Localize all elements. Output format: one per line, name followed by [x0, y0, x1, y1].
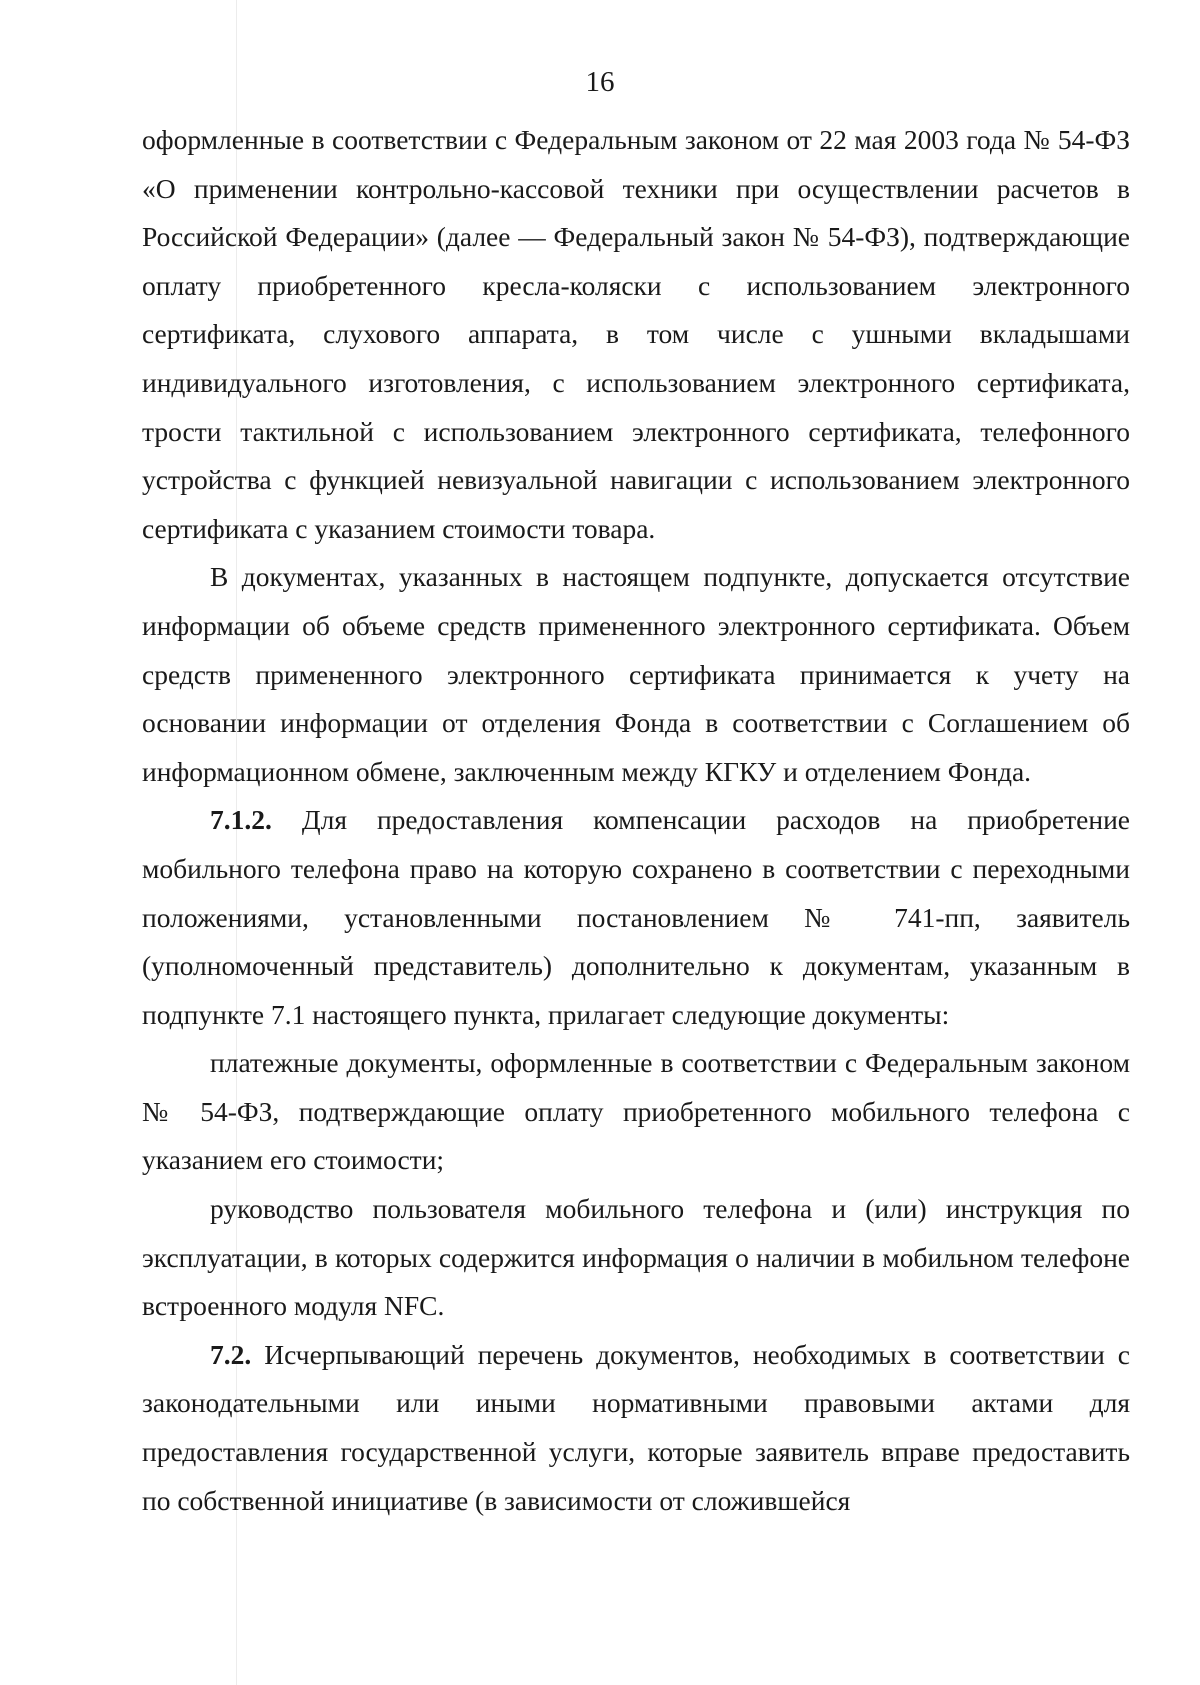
paragraph-text: В документах, указанных в настоящем подпункте, допускается отсутствие информации об объеме средств примененного электронного сертификата. Объем средств примененного электронного сертификата принимается к учету на основании информации от отделения Фонда в соответствии с Соглашением об информационном обмене, заключенным между КГКУ и отделением Фонда. [142, 561, 1130, 787]
paragraph-continuation [142, 116, 1130, 553]
clause-text: Для предоставления компенсации расходов на приобретение мобильного телефона право на которую сохранено в соответствии с переходными положениями, установленными постановлением № 741-пп, заявитель (уполномоченный представитель) дополнительно к документам, указанным в подпункте 7.1 настоящего пункта, прилагает следующие документы: [142, 804, 1130, 1030]
clause-text: Исчерпывающий перечень документов, необходимых в соответствии с законодательными или иными нормативными правовыми актами для предоставления государственной услуги, которые заявитель вправе предоставить по собственной инициативе (в зависимости от сложившейся [142, 1338, 1130, 1516]
page-number: 16 [585, 66, 615, 98]
list-item-user-manual [142, 1185, 1130, 1331]
list-item-payment-documents [142, 1039, 1130, 1185]
clause-7-2 [142, 1331, 1130, 1525]
clause-number: 7.1.2. [210, 804, 272, 836]
document-body [142, 116, 1130, 1525]
paragraph-text: платежные документы, оформленные в соответствии с Федеральным законом № 54-ФЗ, подтверждающие оплату приобретенного мобильного телефона с указанием его стоимости; [142, 1047, 1130, 1176]
paragraph-text: оформленные в соответствии с Федеральным законом от 22 мая 2003 года № 54-ФЗ «О применении контрольно-кассовой техники при осуществлении расчетов в Российской Федерации» (далее — Федеральный закон № 54-ФЗ), подтверждающие оплату приобретенного кресла-коляски с использованием электронного сертификата, слухового аппарата, в том числе с ушными вкладышами индивидуального изготовления, с использованием электронного сертификата, трости тактильной с использованием электронного сертификата, телефонного устройства с функцией невизуальной навигации с использованием электронного сертификата с указанием стоимости товара. [142, 124, 1130, 544]
paragraph-text: руководство пользователя мобильного телефона и (или) инструкция по эксплуатации, в которых содержится информация о наличии в мобильном телефоне встроенного модуля NFC. [142, 1193, 1130, 1322]
paragraph [142, 553, 1130, 796]
clause-7-1-2 [142, 796, 1130, 1039]
clause-number: 7.2. [210, 1338, 252, 1370]
